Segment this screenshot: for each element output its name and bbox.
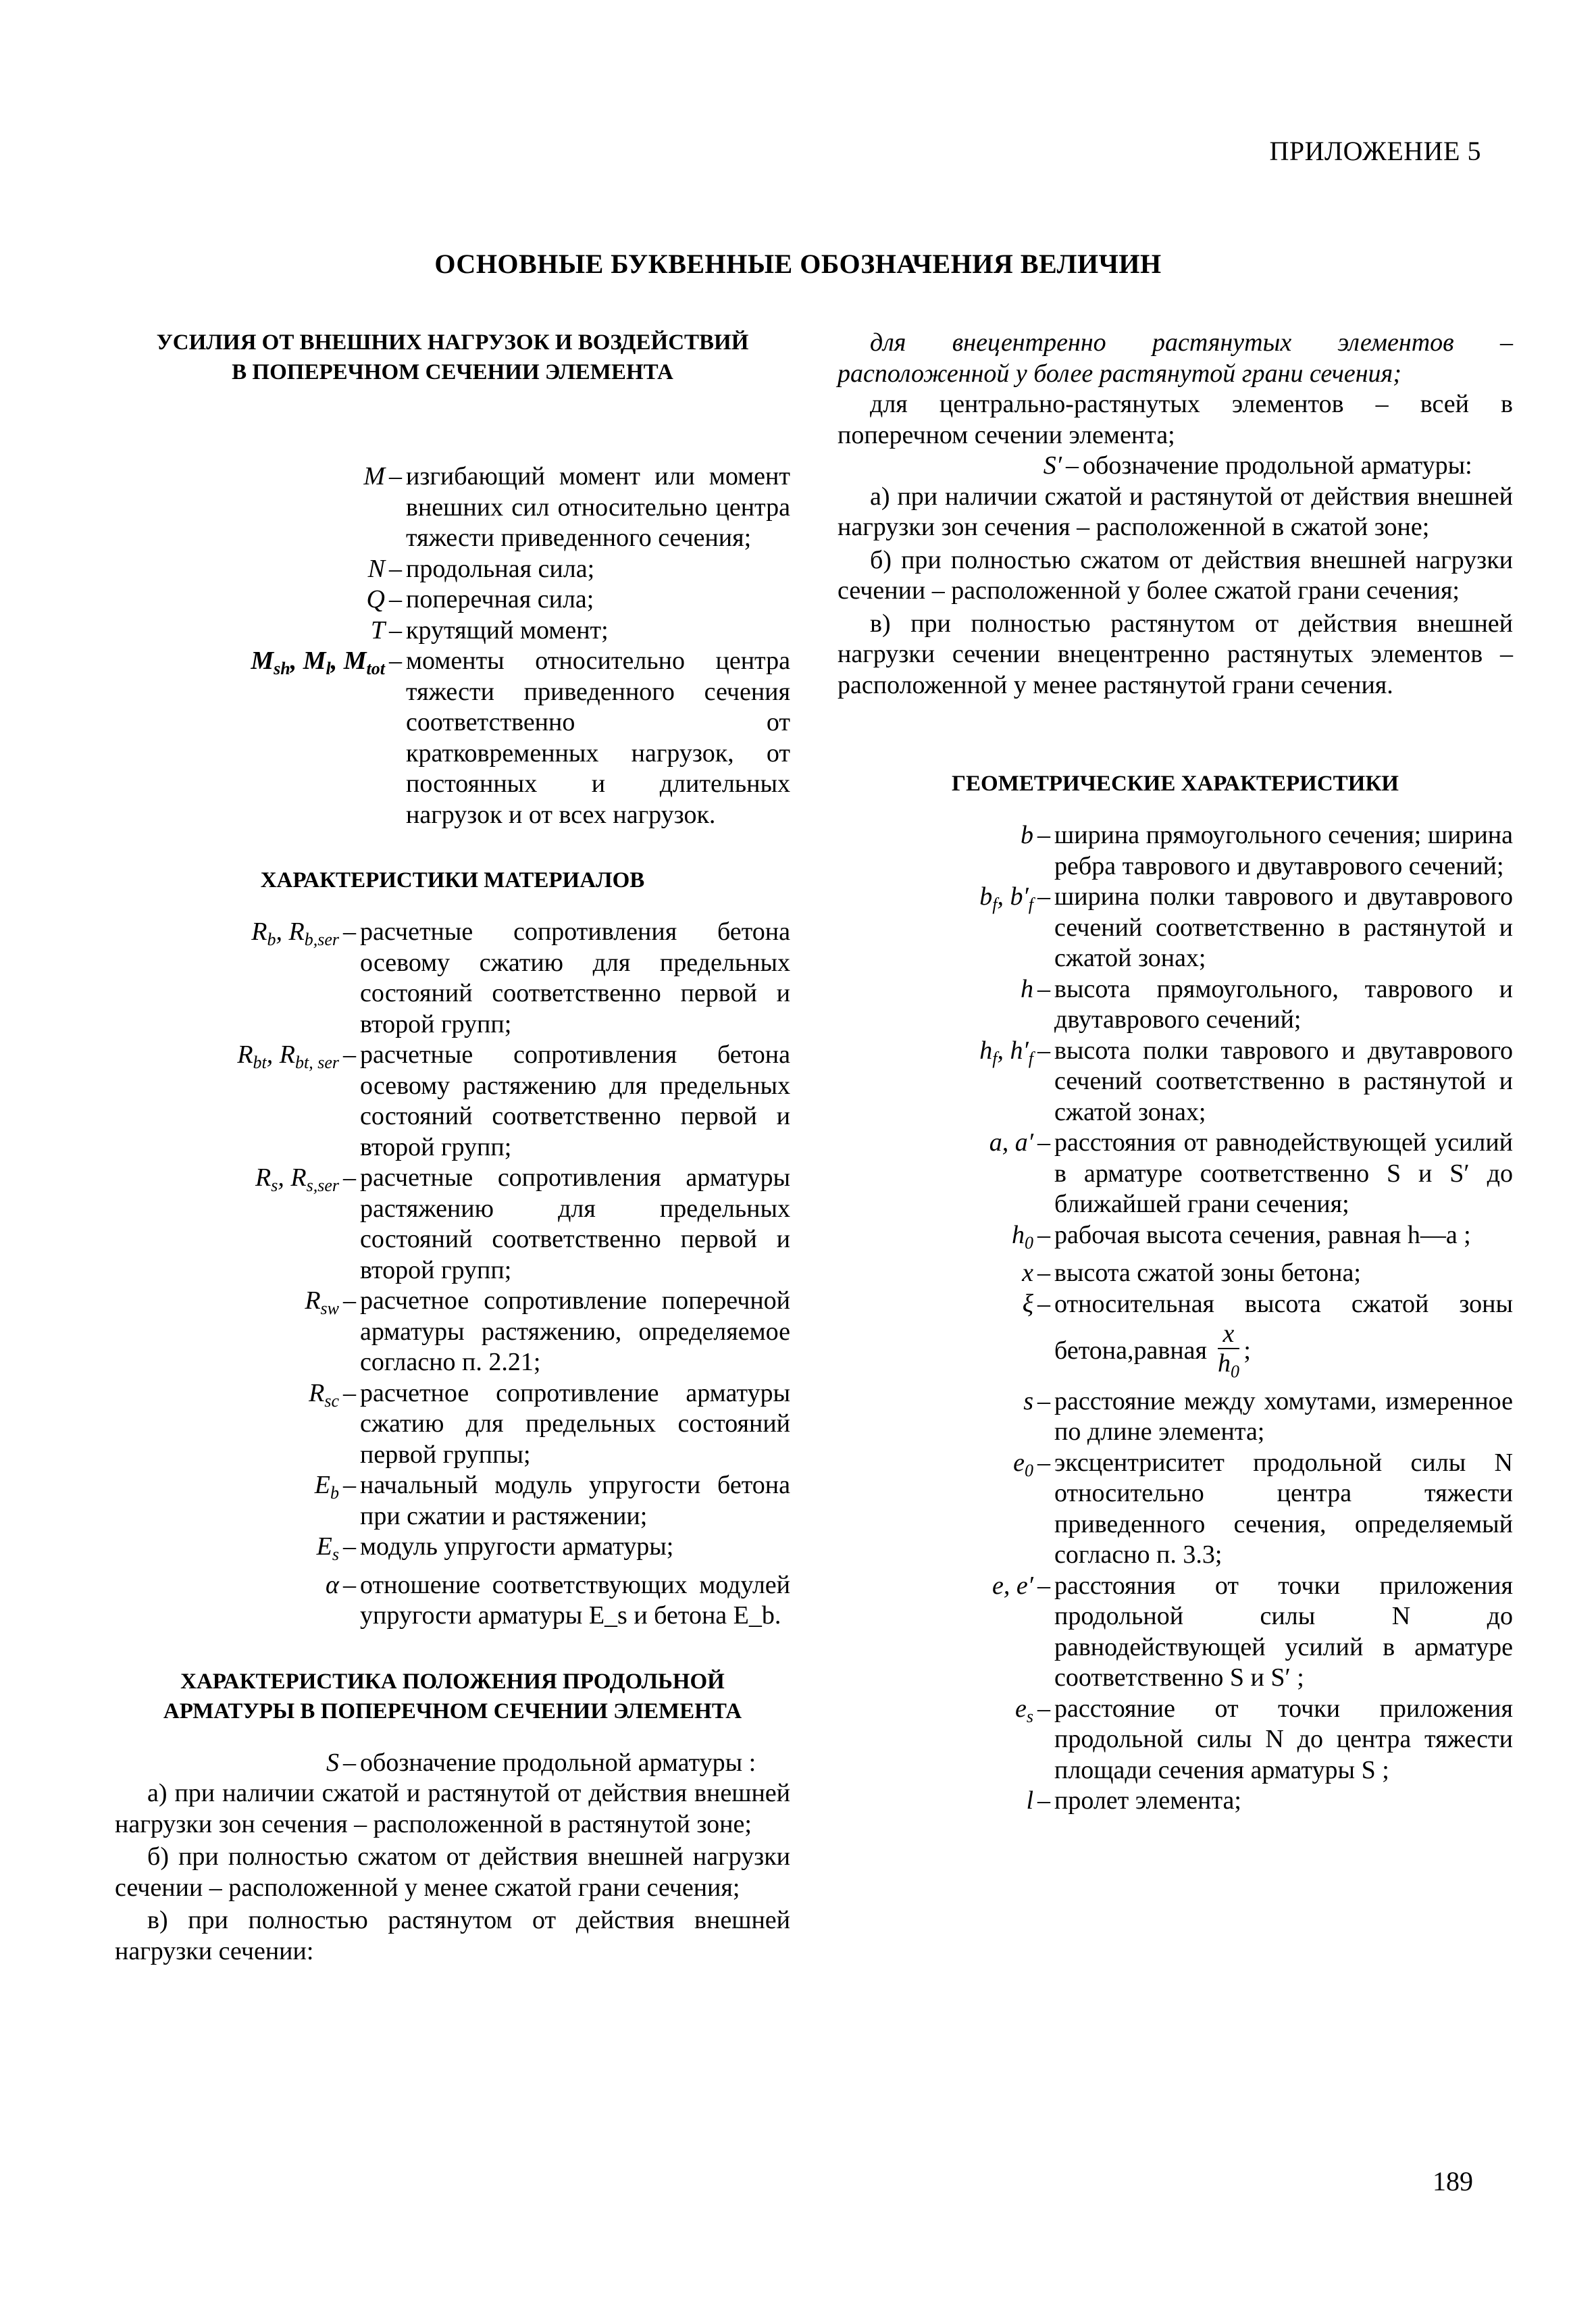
fraction-tail: ; (1243, 1336, 1251, 1365)
definition-entry: l – пролет элемента; (912, 1786, 1513, 1817)
symbol: $E_s$ (316, 1532, 339, 1564)
page-number: 189 (1433, 2166, 1473, 2196)
continuation-paragraph-1: для внецентренно растянутых элементов – расположенной у более растянутой грани сечения; (838, 328, 1513, 388)
symbol: a, a′ (989, 1128, 1033, 1157)
symbol: $h_f$, $h'_f$ (979, 1036, 1033, 1068)
symbol: e, e′ (992, 1571, 1033, 1600)
continuation-paragraph-2: для центрально-растянутых элементов – всей в поперечном сечении элемента; (838, 390, 1513, 449)
fraction-numerator: x (1218, 1319, 1240, 1349)
definition-text (1054, 1289, 1513, 1386)
symbol: $R_b$, $R_{b,ser}$ (251, 917, 339, 949)
symbol: $b_f$, $b'_f$ (979, 882, 1033, 914)
definition-text: ширина полки таврового и двутаврового сечений соответственно в растянутой и сжатой зонах; (1054, 882, 1513, 972)
definition-entry: $R_{sc}$ – расчетное сопротивление арматуры сжатию для предельных состояний первой группы; (115, 1378, 790, 1471)
definition-text: начальный модуль упругости бетона при сжатии и растяжении; (360, 1471, 790, 1530)
definition-text: высота полки таврового и двутаврового сечений соответственно в растянутой и сжатой зонах; (1054, 1036, 1513, 1126)
symbol: $R_{sw}$ (305, 1286, 339, 1318)
definition-text: высота прямоугольного, таврового и двутаврового сечений; (1054, 974, 1513, 1034)
forces-list (115, 461, 790, 830)
definition-entry: $h_f$, $h'_f$ – высота полки таврового и двутаврового сечений соответственно в растянутой и сжатой зонах; (912, 1036, 1513, 1128)
definition-entry: e, e′ – расстояния от точки приложения продольной силы N до равнодействующей усилий в арматуре соответственно S и S′ ; (912, 1571, 1513, 1694)
symbol: $R_{bt}$, $R_{bt, ser}$ (237, 1040, 339, 1072)
section-heading-geometry: ГЕОМЕТРИЧЕСКИЕ ХАРАКТЕРИСТИКИ (952, 772, 1399, 796)
section-heading-materials: ХАРАКТЕРИСТИКИ МАТЕРИАЛОВ (260, 868, 645, 892)
heading-line: В ПОПЕРЕЧНОМ СЕЧЕНИИ ЭЛЕМЕНТА (232, 360, 673, 384)
paragraph-c: в) при полностью растянутом от действия внешней нагрузки сечении внецентренно растянутых элементов – расположенной у менее растянутой грани сечения. (838, 609, 1513, 699)
symbol: M (363, 462, 385, 491)
definition-text: обозначение продольной арматуры: (1083, 451, 1472, 480)
symbol: $M_{sh}$, $M_l$, $M_{tot}$ (251, 647, 385, 678)
symbol: ξ (1022, 1289, 1033, 1318)
right-column (838, 328, 1513, 1817)
definition-entry: x – высота сжатой зоны бетона; (912, 1258, 1513, 1289)
definition-text: расчетные сопротивления бетона осевому растяжению для предельных состояний соответственно первой и второй групп; (360, 1040, 790, 1161)
symbol: $e_s$ (1015, 1694, 1033, 1726)
symbol: $R_{sc}$ (309, 1378, 339, 1411)
definition-entry: ξ – относительная высота сжатой зоны бетона,равная $\frac{x}{h_0}$ ; (912, 1289, 1513, 1386)
page-title: ОСНОВНЫЕ БУКВЕННЫЕ ОБОЗНАЧЕНИЯ ВЕЛИЧИН (434, 249, 1162, 279)
materials-list (115, 917, 790, 1632)
appendix-label: ПРИЛОЖЕНИЕ 5 (1269, 136, 1481, 166)
definition-text: расчетные сопротивления арматуры растяжению для предельных состояний соответственно первой и второй групп; (360, 1163, 790, 1284)
definition-text: модуль упругости арматуры; (360, 1532, 674, 1561)
symbol: l (1026, 1786, 1033, 1815)
heading-line: УСИЛИЯ ОТ ВНЕШНИХ НАГРУЗОК И ВОЗДЕЙСТВИЙ (156, 330, 749, 355)
definition-text: расстояния от равнодействующей усилий в арматуре соответственно S и S′ до ближайшей грани сечения; (1054, 1128, 1513, 1218)
definition-entry: M – изгибающий момент или момент внешних сил относительно центра тяжести приведенного сечения; (236, 461, 790, 554)
geometry-list (838, 820, 1513, 1817)
definition-entry: Q – поперечная сила; (236, 584, 790, 615)
symbol: S′ (1043, 451, 1062, 480)
symbol: h (1021, 974, 1033, 1003)
paragraph-a: а) при наличии сжатой и растянутой от действия внешней нагрузки зон сечения – расположенной в растянутой зоне; (115, 1779, 790, 1838)
symbol: S (326, 1748, 339, 1777)
definition-text: расчетное сопротивление арматуры сжатию для предельных состояний первой группы; (360, 1378, 790, 1469)
definition-entry: $e_0$ – эксцентриситет продольной силы N относительно центра тяжести приведенного сечения, определяемый согласно п. 3.3; (912, 1448, 1513, 1571)
definition-entry: $E_b$ – начальный модуль упругости бетона при сжатии и растяжении; (115, 1470, 790, 1532)
definition-text: рабочая высота сечения, равная h—a ; (1054, 1220, 1471, 1249)
definition-entry: $M_{sh}$, $M_l$, $M_{tot}$ – моменты относительно центра тяжести приведенного сечения соответственно от кратковременных нагрузок, от постоянных и длительных нагрузок и от всех нагрузок. (236, 646, 790, 830)
symbol: s (1023, 1386, 1033, 1415)
symbol: b (1021, 821, 1033, 849)
definition-entry: N – продольная сила; (236, 554, 790, 585)
symbol: T (370, 615, 385, 645)
definition-entry: $R_{sw}$ – расчетное сопротивление поперечной арматуры растяжению, определяемое согласно п. 2.21; (115, 1286, 790, 1378)
symbol: α (326, 1570, 339, 1599)
symbol: $R_s$, $R_{s,ser}$ (255, 1163, 339, 1195)
definition-text: высота сжатой зоны бетона; (1054, 1259, 1361, 1287)
definition-text: расчетные сопротивления бетона осевому сжатию для предельных состояний соответственно первой и второй групп; (360, 917, 790, 1038)
definition-entry: α – отношение соответствующих модулей упругости арматуры E_s и бетона E_b. (115, 1570, 790, 1632)
heading-line: АРМАТУРЫ В ПОПЕРЕЧНОМ СЕЧЕНИИ ЭЛЕМЕНТА (163, 1699, 742, 1724)
symbol: $h_0$ (1012, 1220, 1033, 1253)
paragraph-b: б) при полностью сжатом от действия внешней нагрузки сечении – расположенной у более сжатой грани сечения; (838, 545, 1513, 605)
heading-line: ХАРАКТЕРИСТИКА ПОЛОЖЕНИЯ ПРОДОЛЬНОЙ (180, 1669, 725, 1694)
definition-entry: b – ширина прямоугольного сечения; ширина ребра таврового и двутаврового сечений; (912, 820, 1513, 882)
symbol: N (367, 554, 385, 583)
definition-entry: $E_s$ – модуль упругости арматуры; (115, 1532, 790, 1570)
paragraph-b: б) при полностью сжатом от действия внешней нагрузки сечении – расположенной у менее сжатой грани сечения; (115, 1842, 790, 1902)
definition-text: отношение соответствующих модулей упругости арматуры E_s и бетона E_b. (360, 1570, 790, 1630)
definition-entry: $R_b$, $R_{b,ser}$ – расчетные сопротивления бетона осевому сжатию для предельных состояний соответственно первой и второй групп; (115, 917, 790, 1040)
fraction-x-over-h0 (1218, 1319, 1240, 1386)
definition-entry: S – обозначение продольной арматуры : (115, 1748, 790, 1779)
definition-entry: h – высота прямоугольного, таврового и двутаврового сечений; (912, 974, 1513, 1036)
definition-entry: $R_{bt}$, $R_{bt, ser}$ – расчетные сопротивления бетона осевому растяжению для предельных состояний соответственно первой и второй групп; (115, 1040, 790, 1163)
definition-entry: $e_s$ – расстояние от точки приложения продольной силы N до центра тяжести площади сечения арматуры S ; (912, 1694, 1513, 1786)
definition-text: изгибающий момент или момент внешних сил относительно центра тяжести приведенного сечения; (406, 462, 790, 552)
symbol: Q (366, 585, 385, 613)
definition-text: обозначение продольной арматуры : (360, 1748, 756, 1777)
left-column (115, 328, 790, 1969)
definition-entry: a, a′ – расстояния от равнодействующей усилий в арматуре соответственно S и S′ до ближайшей грани сечения; (912, 1128, 1513, 1220)
definition-text: пролет элемента; (1054, 1786, 1241, 1815)
definition-text: расстояние от точки приложения продольной силы N до центра тяжести площади сечения арматуры S ; (1054, 1694, 1513, 1784)
definition-text: моменты относительно центра тяжести приведенного сечения соответственно от кратковременных нагрузок, от постоянных и длительных нагрузок и от всех нагрузок. (406, 647, 790, 829)
definition-text: продольная сила; (406, 554, 595, 583)
definition-entry: s – расстояние между хомутами, измеренное по длине элемента; (912, 1386, 1513, 1448)
symbol: x (1022, 1259, 1033, 1287)
definition-text: ширина прямоугольного сечения; ширина ребра таврового и двутаврового сечений; (1054, 821, 1513, 880)
definition-text: расстояние между хомутами, измеренное по длине элемента; (1054, 1386, 1513, 1447)
definition-text: эксцентриситет продольной силы N относительно центра тяжести приведенного сечения, определяемый согласно п. 3.3; (1054, 1448, 1513, 1569)
definition-text: расстояния от точки приложения продольной силы N до равнодействующей усилий в арматуре соответственно S и S′ ; (1054, 1571, 1513, 1692)
definition-entry: $R_s$, $R_{s,ser}$ – расчетные сопротивления арматуры растяжению для предельных состояний соответственно первой и второй групп; (115, 1163, 790, 1286)
definition-text-main: относительная высота сжатой зоны бетона,равная (1054, 1289, 1513, 1365)
fraction-denominator: $h_0$ (1217, 1349, 1239, 1382)
definition-text: поперечная сила; (406, 585, 594, 613)
paragraph-c: в) при полностью растянутом от действия внешней нагрузки сечении: (115, 1906, 790, 1965)
symbol: $E_b$ (314, 1471, 339, 1503)
definition-text: расчетное сопротивление поперечной арматуры растяжению, определяемое согласно п. 2.21; (360, 1286, 790, 1376)
section-heading-forces (115, 328, 790, 387)
definition-entry: S′ – обозначение продольной арматуры: (838, 451, 1513, 482)
definition-text: крутящий момент; (406, 615, 609, 645)
symbol: $e_0$ (1013, 1448, 1033, 1480)
paragraph-a: а) при наличии сжатой и растянутой от действия внешней нагрузки зон сечения – расположенной в сжатой зоне; (838, 482, 1513, 541)
section-heading-reinforcement (115, 1667, 790, 1726)
definition-entry: T – крутящий момент; (236, 615, 790, 647)
definition-entry: $b_f$, $b'_f$ – ширина полки таврового и двутаврового сечений соответственно в растянутой и сжатой зонах; (912, 882, 1513, 974)
definition-entry: $h_0$ – рабочая высота сечения, равная h—a ; (912, 1220, 1513, 1259)
